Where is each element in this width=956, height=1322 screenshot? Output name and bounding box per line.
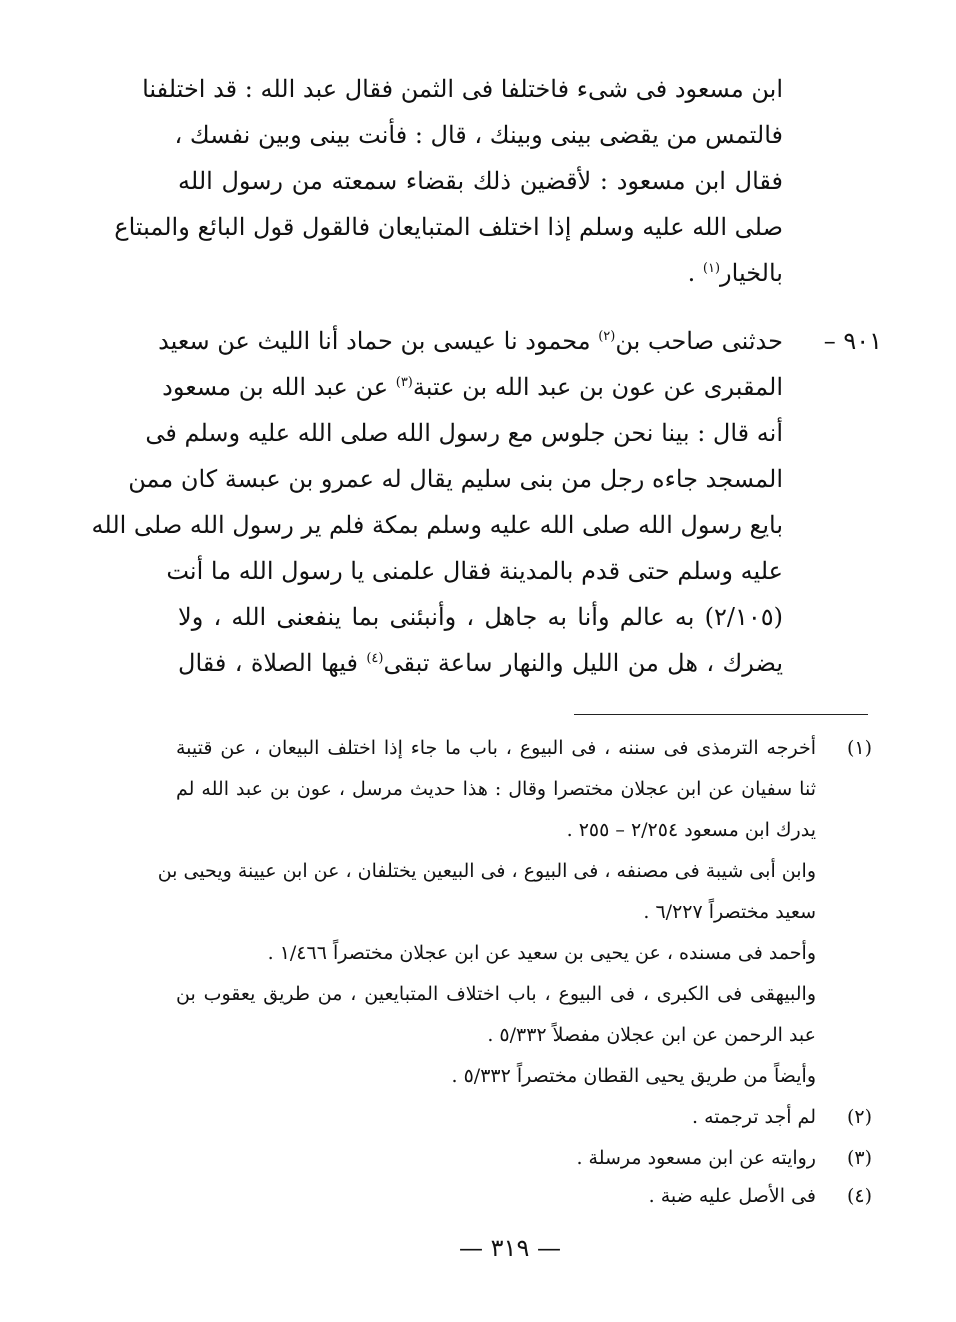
- hadith-number: ٩٠١ –: [823, 327, 882, 355]
- footnote-line: يدرك ابن مسعود ٢/٢٥٤ – ٢٥٥ .: [566, 819, 816, 841]
- footnote-line: لم أجد ترجمته .: [691, 1106, 816, 1128]
- main-text-line: [178, 640, 783, 686]
- main-text-fragment: بايع رسول الله صلى الله عليه وسلم بمكة فلم ير رسول الله صلى الله: [91, 511, 783, 539]
- footnote-number: (١): [846, 737, 872, 759]
- main-text-fragment: يضرك ، هل من الليل والنهار ساعة تبقى: [383, 649, 783, 677]
- footnote-number: (٤): [846, 1185, 872, 1207]
- main-text-line: فقال ابن مسعود : لأقضين ذلك بقضاء سمعته من رسول الله: [178, 167, 783, 195]
- footnote-line: وأيضاً من طريق يحيى القطان مختصراً ٥/٣٣٢ .: [451, 1065, 816, 1087]
- main-text-fragment: .: [687, 259, 703, 287]
- main-text-fragment: محمود نا عيسى بن حماد أنا الليث عن سعيد: [158, 327, 599, 355]
- main-text-fragment: المسجد جاءه رجل من بنى سليم يقال له عمرو بن عبسة كان ممن: [128, 465, 783, 493]
- main-text-line: فالتمس من يقضى بينى وبينك ، قال : فأنت بينى وبين نفسك ،: [174, 121, 783, 149]
- main-text-fragment: أنه قال : بينا نحن جلوس مع رسول الله صلى الله عليه وسلم فى: [145, 419, 783, 447]
- main-text-fragment: (٢/١٠٥) به عالم وأنا به جاهل ، وأنبئنى بما ينفعنى الله ، ولا: [178, 603, 783, 631]
- main-text-line: [158, 318, 783, 364]
- main-text-fragment: حدثنى صاحب بن: [615, 327, 783, 355]
- footnote-line: سعيد مختصراً ٦/٢٢٧ .: [643, 901, 816, 923]
- footnote-ref: (٣): [395, 375, 413, 390]
- footnote-line: فى الأصل عليه ضبة .: [648, 1185, 816, 1207]
- footnote-line: عبد الرحمن عن ابن عجلان مفصلاً ٥/٣٣٢ .: [487, 1024, 816, 1046]
- main-text-line: [166, 548, 783, 594]
- main-text-fragment: المقبرى عن عون بن عبد الله بن عتبة: [412, 373, 783, 401]
- main-text-line: [91, 502, 783, 548]
- main-text-line: [178, 594, 783, 640]
- main-text-fragment: عن عبد الله بن مسعود: [162, 373, 396, 401]
- footnote-line: وابن أبى شيبة فى مصنفه ، فى البيوع ، فى البيعين يختلفان ، عن ابن عيينة ويحيى بن: [157, 860, 816, 882]
- footnote-line: ثنا سفيان عن ابن عجلان مختصرا وقال : هذا حديث مرسل ، عون بن عبد الله لم: [176, 778, 816, 800]
- main-text-line: [145, 410, 783, 456]
- footnote-ref: (٤): [366, 651, 384, 666]
- footnote-number: (٣): [846, 1147, 872, 1169]
- main-text-fragment: بالخيار: [720, 259, 783, 287]
- footnote-separator: [574, 714, 868, 715]
- footnote-line: أخرجه الترمذى فى سننه ، فى البيوع ، باب ما جاء إذا اختلف البيعان ، عن قتيبة: [176, 737, 816, 759]
- main-text-line: صلى الله عليه وسلم إذا اختلف المتبايعان فالقول قول البائع والمبتاع: [114, 213, 783, 241]
- footnote-line: والبيهقى فى الكبرى ، فى البيوع ، باب اختلاف المتبايعين ، من طريق يعقوب بن: [176, 983, 816, 1005]
- main-text-fragment: عليه وسلم حتى قدم بالمدينة فقال علمنى يا رسول الله ما أنت: [166, 557, 783, 585]
- page-number: — ٣١٩ —: [459, 1234, 561, 1262]
- main-text-line: [178, 250, 783, 296]
- main-text-line: ابن مسعود فى شىء فاختلفا فى الثمن فقال عبد الله : قد اختلفنا: [142, 75, 783, 103]
- main-text-line: [162, 364, 783, 410]
- main-text-fragment: فيها الصلاة ، فقال: [178, 649, 367, 677]
- footnote-number: (٢): [846, 1106, 872, 1128]
- footnote-ref: (١): [702, 261, 721, 276]
- footnote-line: روايته عن ابن مسعود مرسلة .: [576, 1147, 816, 1169]
- main-text-line: [128, 456, 783, 502]
- footnote-line: وأحمد فى مسنده ، عن يحيى بن سعيد عن ابن عجلان مختصراً ١/٤٦٦ .: [267, 942, 816, 964]
- footnote-ref: (٢): [598, 329, 616, 344]
